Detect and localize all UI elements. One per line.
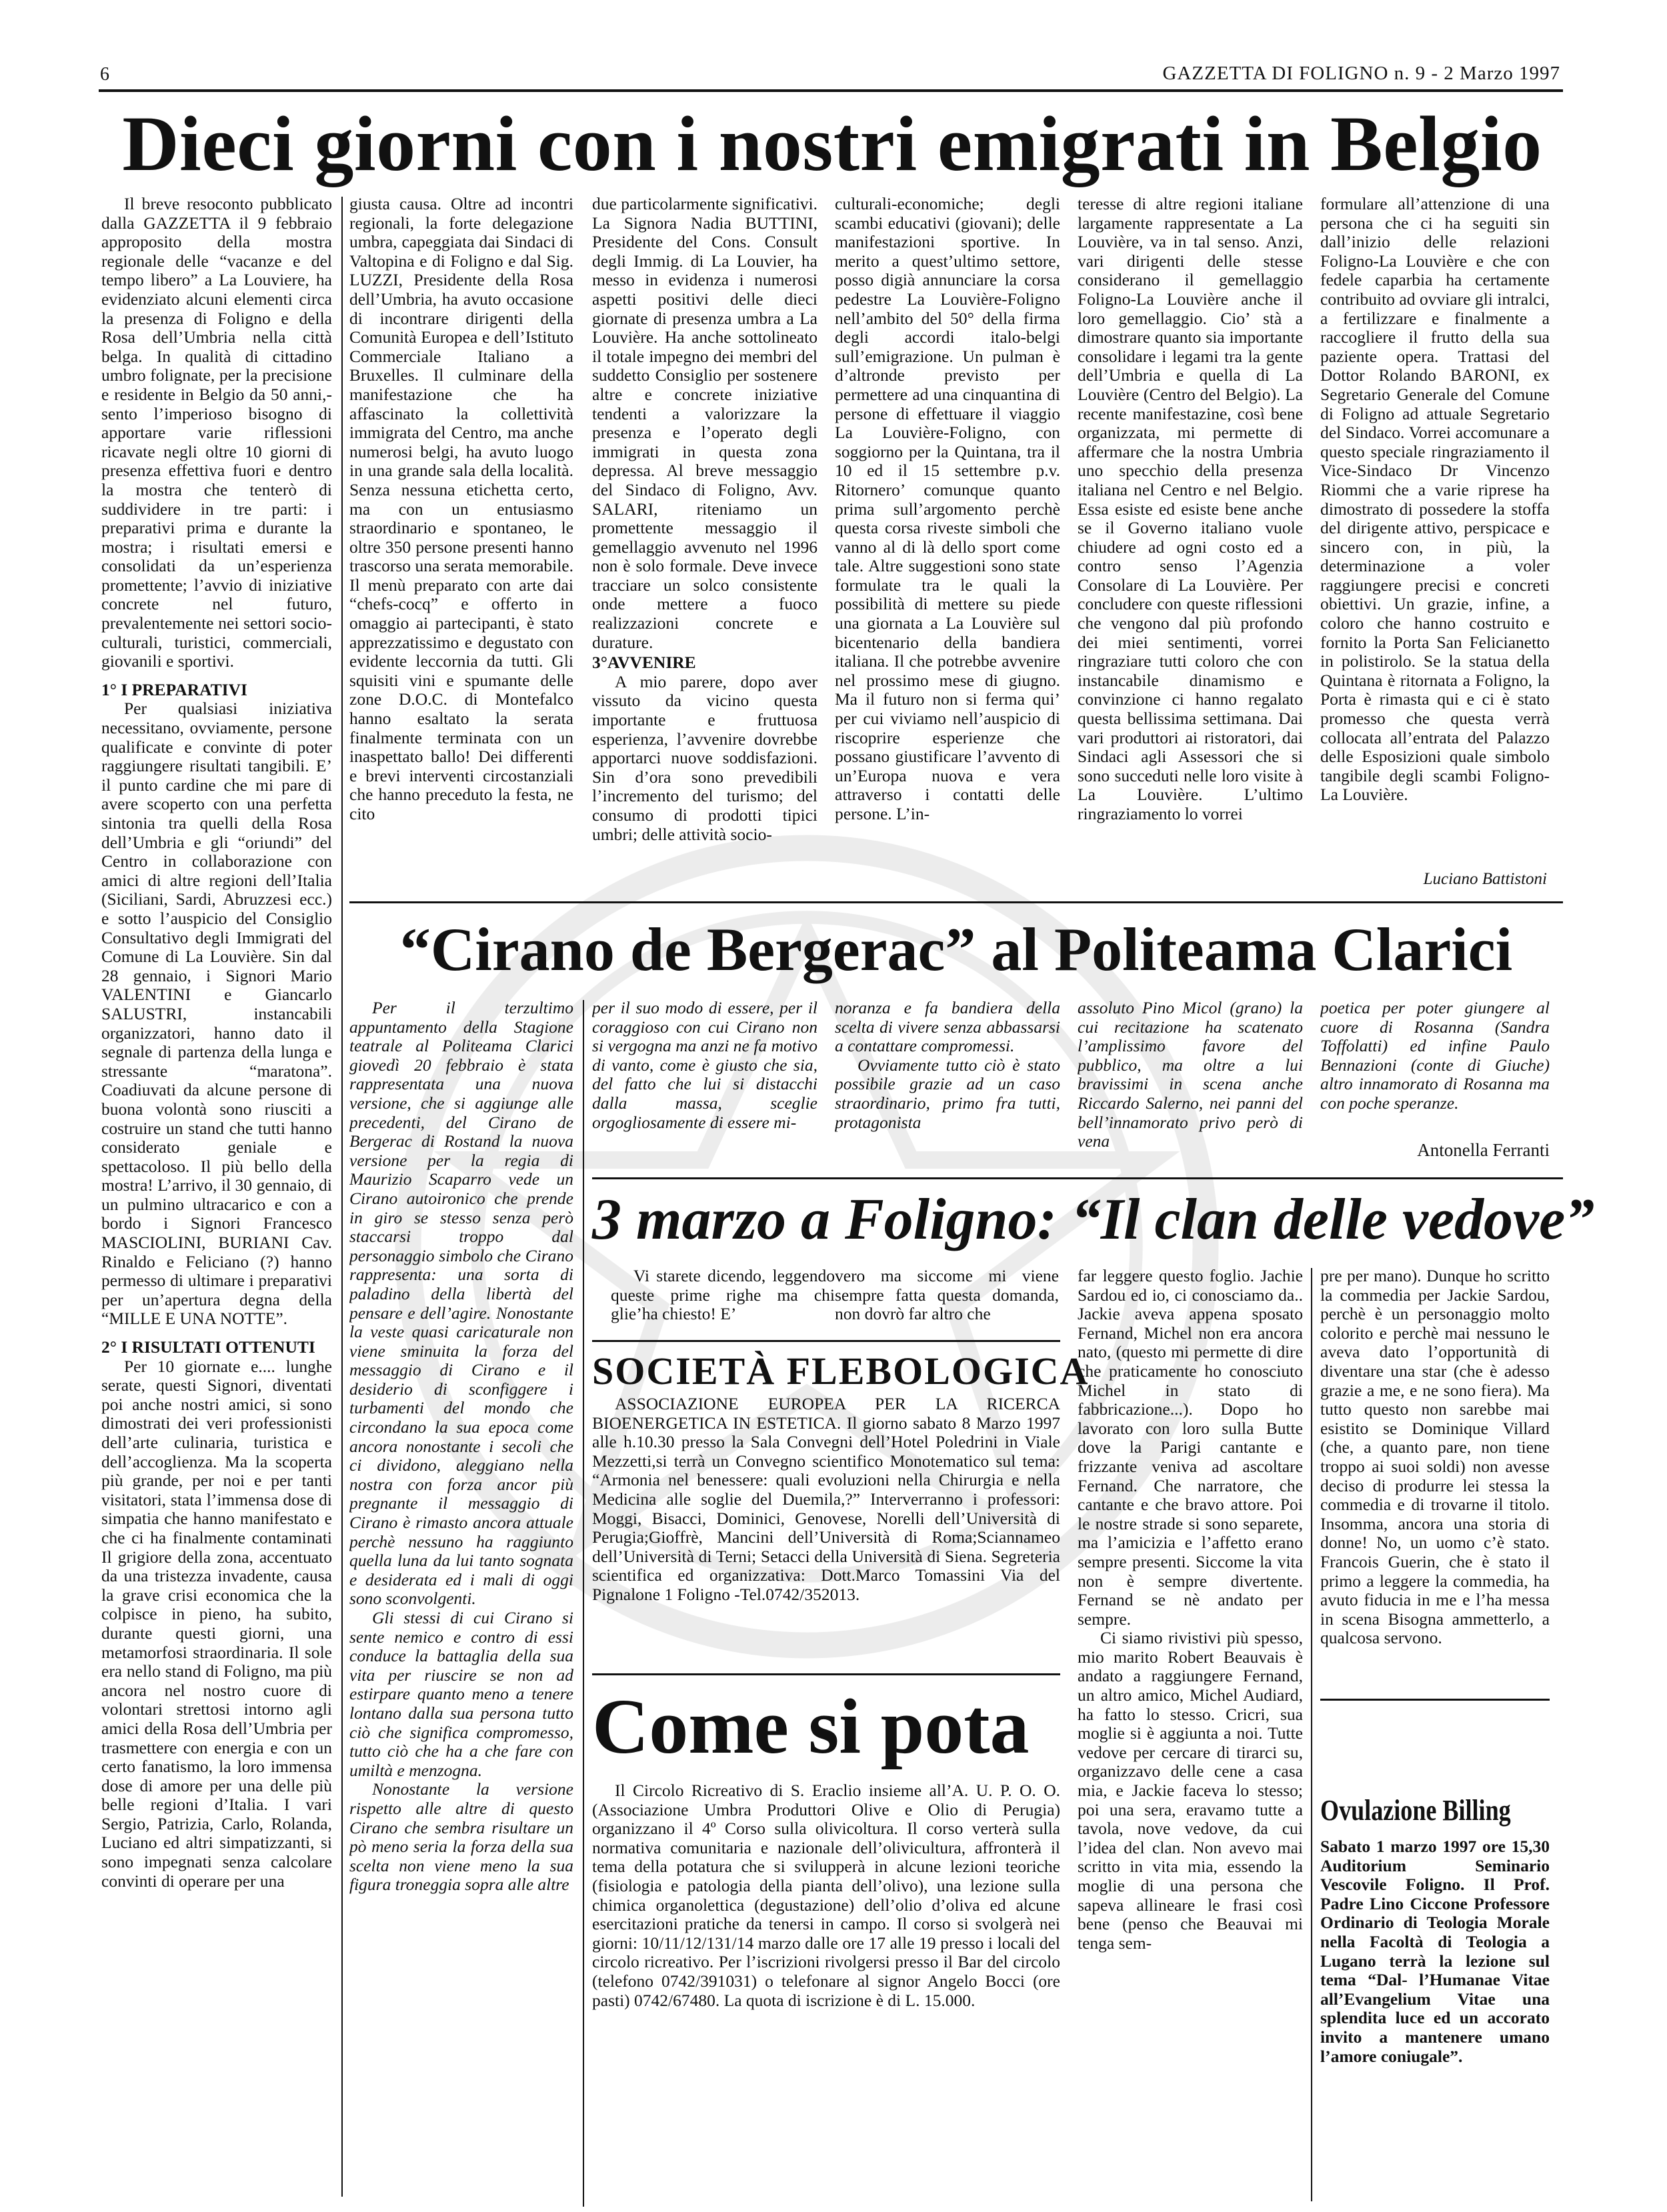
article2-col2-text: per il suo modo di essere, per il coraggioso con cui Cirano non si vergogna ma anzi ne fa motivo di vanto, come è giusto che sia, del fatto che lui si distacchi dalla massa, sceglie orgogliosamente di essere mi- bbox=[592, 999, 817, 1132]
article2-col1-text: Per il terzultimo appuntamento della Stagione teatrale al Politeama Clarici giovedì 20 febbraio è stata rappresentata una nuova versione, che si aggiunge alle precedenti, del Cirano de Bergerac di Rostand la nuova versione per la regia di Maurizio Scaparro vede un Cirano autoironico che prende in giro se stesso senza però staccarsi troppo dal personaggio simbolo che Cirano rappresenta: una sorta di paladino della libertà del pensare e dell’agire. Nonostante la veste quasi caricaturale non viene sminuita la forza del messaggio di Cirano e il desiderio di sconfiggere i turbamenti del mondo che circondano la sua epoca come ancora nonostante i secoli che ci dividono, aleggiano nella nostra con forza ancor più pregnante il messaggio di Cirano è rimasto ancora attuale perchè nessuno ha raggiunto quella luna da lui tanto sognata e desiderata ed i mali di oggi sono sconvolgenti. bbox=[349, 999, 573, 1609]
section-heading: 3°AVVENIRE bbox=[592, 653, 696, 673]
column-rule bbox=[1311, 1268, 1312, 2201]
article3-intro2 bbox=[835, 1267, 1059, 1327]
article2-bottom-rule bbox=[592, 1177, 1563, 1179]
article2-col5 bbox=[1320, 999, 1550, 1125]
article2-col1c-text: Nonostante la versione rispetto alle altre di questo Cirano che sembra risultare un pò meno seria la forza della sua scelta non viene meno la sua figura troneggia sopra alle altre bbox=[349, 1779, 573, 1895]
article2-signature: Antonella Ferranti bbox=[1417, 1140, 1550, 1160]
article4-top-rule bbox=[592, 1340, 1060, 1342]
column-rule bbox=[341, 197, 343, 2197]
article3-col4-text: pre per mano). Dunque ho scritto la commedia per Jackie Sardou, perchè è un personaggio molto colorito e perchè mai nessuno le aveva dato l’opportunità di diventare una star (che è adesso grazie a me, e ne sono fiera). Ma tutto questo non sarebbe mai esistito se Dominique Villard (che, a quanto pare, non tiene troppo ai suoi soldi) non avesse deciso di produrre lei stessa la commedia e di trovarne il titolo. Insomma, ancora una storia di donne! No, un uomo c’è stato. Francois Guerin, che è stato il primo a leggere la commedia, ha avuto fiducia in me e l’ha messa in scena Bisogna ammetterlo, a qualcosa servono. bbox=[1320, 1267, 1550, 1648]
article2-col1b-text: Gli stessi di cui Cirano si sente nemico e contro di essi conduce la battaglia della sua vita per riuscire se non ad estirpare quanto meno a tenere lontano dalla sua persona tutto ciò che significa compromesso, tutto ciò che ha a che fare con umiltà e menzogna. bbox=[349, 1608, 573, 1780]
article2-title: “Cirano de Bergerac” al Politeama Clarici bbox=[399, 915, 1513, 983]
article1-sec1: Per qualsiasi iniziativa necessitano, ovviamente, persone qualificate e convinte di poter raggiungere risultati tangibili. E’ il punto cardine che mi pare di avere scoperto con una perfetta sintonia tra quelli della Rosa dell’Umbria e gli “oriundi” del Centro in collaborazione con amici di altre regioni dell’Italia (Siciliani, Sardi, Abruzzesi ecc.) e sotto l’auspicio del Consiglio Consultativo degli Immigrati del Comune di La Louvière. Sin dal 28 gennaio, i Signori Mario VALENTINI e Giancarlo SALUSTRI, instancabili organizzatori, hanno dato il segnale di partenza della lunga e stressante “maratona”. Coadiuvati da alcune persone di buona volontà sono riusciti a costruire un stand che tutti hanno considerato geniale e spettacoloso. Il più bello della mostra! L’arrivo, il 30 gennaio, di un pulmino ultracarico e con a bordo i Signori Francesco MASCIOLINI, BURIANI Cav. Rinaldo e Feliciano (?) hanno permesso di ultimare i preparativi per un’apertura degna della “MILLE E UNA NOTTE”. bbox=[101, 699, 332, 1329]
article4-body-text: ASSOCIAZIONE EUROPEA PER LA RICERCA BIOENERGETICA IN ESTETICA. Il giorno sabato 8 Marzo 1997 alle h.10.30 presso la Sala Convegni dell’Hotel Poledrini in Viale Mezzetti,si terrà un Convegno scientifico Monotematico sul tema: “Armonia nel benessere: quali evoluzioni nella Chirurgia e nella Medicina alle soglie del Duemila,?” Interverranno i professori: Moggi, Bisacci, Dominici, Genovese, Norelli dell’Università di Perugia;Gioffrè, Mancini dell’Università di Roma;Sciannameo dell’Università di Terni; Setacci della Università di Siena. Segreteria scientifica ed organizzativa: Dott.Marco Tomassini Via del Pignalone 1 Foligno -Tel.0742/352013. bbox=[592, 1395, 1060, 1604]
article4-body bbox=[592, 1395, 1060, 1728]
article3-intro1-text: Vi starete dicendo, leggendo queste prime righe ma chi glie’ha chiesto! E’ bbox=[611, 1267, 835, 1324]
article1-intro: Il breve resoconto pubblicato dalla GAZZETTA il 9 febbraio approposito della mostra regionale delle “vacanze e del tempo libero” a La Louviere, ha evidenziato alcuni elementi circa la presenza di Foligno e della Rosa dell’Umbria nella città belga. In qualità di cittadino umbro folignate, per la precisione e residente in Belgio da 50 anni,- sento l’imperioso bisogno di apportare varie riflessioni ricavate negli oltre 10 giorni di presenza effettiva fuori e dentro la mostra che tenterò di suddividere in tre parti: i preparativi prima e durante la mostra; i risultati emersi e consolidati da un’esperienza promettente; l’avvio di iniziative concrete nel futuro, prevalentemente nei settori socio-culturali, turistici, commerciali, giovanili e sportivi. bbox=[101, 195, 332, 671]
article1-col3-text: due particolarmente significativi. La Signora Nadia BUTTINI, Presidente del Cons. Consult degli Immig. di La Louvier, ha messo in evidenza i numerosi aspetti positivi delle dieci giornate di presenza umbra a La Louvière. Ha anche sottolineato il totale impegno dei membri del suddetto Consiglio per sostenere altre e concrete iniziative tendenti a valorizzare la presenza e l’operato degli immigrati in questa zona depressa. Al breve messaggio del Sindaco di Foligno, Avv. SALARI, riteniamo un promettente messaggio il gemellaggio avvenuto nel 1996 non è solo formale. Deve invece tracciare un solco consistente onde mettere a fuoco realizzazioni concrete e durature. bbox=[592, 195, 817, 652]
article5-body bbox=[592, 1781, 1060, 2155]
article6-body bbox=[1320, 1837, 1550, 2184]
article1-title: Dieci giorni con i nostri emigrati in Belgio bbox=[122, 100, 1542, 187]
article3-title: 3 marzo a Foligno: “Il clan delle vedove” bbox=[592, 1187, 1595, 1252]
section-heading: 2° I RISULTATI OTTENUTI bbox=[101, 1337, 315, 1357]
article6-title: Ovulazione Billing bbox=[1320, 1794, 1511, 1827]
article2-col3 bbox=[835, 999, 1060, 1172]
article1-col4 bbox=[835, 195, 1060, 891]
article1-col3 bbox=[592, 195, 817, 891]
header-rule bbox=[99, 89, 1563, 92]
article1-col2-text: giusta causa. Oltre ad incontri regionali, la forte delegazione umbra, capeggiata dai Sindaci di Valtopina e di Foligno e dal Sig. LUZZI, Presidente della Rosa dell’Umbria, ha avuto occasione di incontrare dirigenti della Comunità Europea e dell’Istituto Commerciale Italiano a Bruxelles. Il culminare della manifestazione che ha affascinato la collettività immigrata del Centro, ma anche numerosi belgi, ha avuto luogo in una grande sala della località. Senza nessuna etichetta certo, ma con un entusiasmo straordinario e spontaneo, le oltre 350 persone presenti hanno trascorso una serata memorabile. Il menù preparato con arte dai “chefs-cocq” e offerto in omaggio ai partecipanti, è stato apprezzatissimo e degustato con evidente leccornia da tutti. Gli squisiti vini e spumante delle zone D.O.C. di Montefalco hanno esaltato la serata finalmente terminata con un inaspettato ballo! Dei differenti e brevi interventi circostanziali che hanno preceduto la festa, ne cito bbox=[349, 195, 573, 823]
article2-col4-text: assoluto Pino Micol (grano) la cui recitazione ha scatenato l’amplissimo favore del pubblico, ma oltre a lui bravissimi in scena anche Riccardo Salerno, nei panni del bell’innamorato privo però di vena bbox=[1078, 999, 1303, 1151]
article2-col4 bbox=[1078, 999, 1303, 1172]
section-heading: 1° I PREPARATIVI bbox=[101, 679, 247, 699]
article1-col6-text: formulare all’attenzione di una persona che ci ha seguiti sin dall’inizio delle relazioni Foligno-La Louvière e che con fedele caparbia ha certamente contribuito ad ovviare gli intralci, a fertilizzare e finalmente a raccogliere il frutto della sua paziente opera. Trattasi del Dottor Rolando BARONI, ex Segretario Generale del Comune di Foligno ad attuale Segretario del Sindaco. Vorrei accomunare a questo speciale ringraziamento il Vice-Sindaco Dr Vincenzo Riommi che a varie riprese ha dimostrato di possedere la stoffa del dirigente attivo, perspicace e sincero con, in più, la determinazione a voler raggiungere precisi e concreti obiettivi. Un grazie, infine, a coloro che hanno costruito e fornito la Porta San Felicianetto in polistirolo. Se la statua della Quintana è ritornata a Foligno, la Porta è rimasta qui e ci è stato promesso che questa verrà collocata all’entrata del Palazzo delle Esposizioni quale simbolo tangibile degli scambi Foligno-La Louvière. bbox=[1320, 195, 1550, 805]
article5-title: Come si pota bbox=[592, 1683, 1030, 1770]
article1-signature: Luciano Battistoni bbox=[1423, 870, 1547, 888]
article3-intro2-text: vero ma siccome mi viene sempre fatta questa domanda, non dovrò far altro che bbox=[835, 1267, 1059, 1324]
article5-body-text: Il Circolo Ricreativo di S. Eraclio insieme all’A. U. P. O. O. (Associazione Umbra Produttori Olive e Olio di Perugia) organizzano il 4º Corso sulla olivicoltura. Il corso verterà sulla normativa comunitaria e nazionale dell’olivicultura, affronterà il tema della potatura che si svilupperà in alcune lezioni teoriche (fisiologia e patologia della pianta dell’olivo), una lezione sulla chimica organolettica (degustazione) dell’olio d’oliva ed alcune esercitazioni pratiche da tenersi in campo. Il corso si svolgerà nei giorni: 10/11/12/131/14 marzo dalle ore 17 alle 19 presso i locali del circolo ricreativo. Per l’iscrizioni rivolgersi presso il Bar del circolo (telefono 0742/391031) o telefonare al signor Angelo Bocci (ore pasti) 0742/67480. La quota di iscrizione è di L. 15.000. bbox=[592, 1781, 1060, 2010]
article6-top-rule bbox=[1320, 1699, 1550, 1701]
article1-col4-text: culturali-economiche; degli scambi educativi (giovani); delle manifestazioni sportive. In merito a quest’ultimo settore, posso digià annunciare la corsa pedestre La Louvière-Foligno nell’ambito del 50° della firma degli accordi italo-belgi sull’emigrazione. Un pulman è d’altronde previsto per permettere ad una cinquantina di persone di effettuare il viaggio La Louvière-Foligno, con soggiorno per la Quintana, tra il 10 ed il 15 settembre p.v. Ritornero’ comunque quanto prima sull’argomento perchè questa corsa riveste simboli che vanno al di là dello sport come tale. Altre suggestioni sono state formulate tra le quali la possibilità di mettere su piede una giornata a La Louvière sul bicentenario della bandiera italiana. Il che potrebbe avvenire nel prossimo mese di giugno. Ma il futuro non si ferma qui’ per cui viviamo nell’auspicio di riscoprire esperienze che possano giustificare l’avvento di un’Europa nuova e vera attraverso i contatti delle persone. L’in- bbox=[835, 195, 1060, 823]
article5-top-rule bbox=[592, 1673, 1060, 1675]
article1-col5 bbox=[1078, 195, 1303, 891]
article3-intro1 bbox=[611, 1267, 835, 1327]
article2-col2 bbox=[592, 999, 817, 1172]
column-rule bbox=[583, 1000, 584, 2207]
article1-bottom-rule bbox=[349, 901, 1563, 903]
article1-sec3: A mio parere, dopo aver vissuto da vicino questa importante e fruttuosa esperienza, l’avvenire dovrebbe apportarci nuove soddisfazioni. Sin d’ora sono prevedibili l’incremento del turismo; del consumo di prodotti tipici umbri; delle attività socio- bbox=[592, 671, 817, 844]
masthead: GAZZETTA DI FOLIGNO n. 9 - 2 Marzo 1997 bbox=[1162, 63, 1560, 84]
article2-col3b-text: Ovviamente tutto ciò è stato possibile grazie ad un caso straordinario, primo fra tutti, protagonista bbox=[835, 1055, 1060, 1132]
article1-sec2: Per 10 giornate e.... lunghe serate, questi Signori, diventati poi anche nostri amici, si sono dimostrati dei veri professionisti dell’arte culinaria, turistica e dell’accoglienza. Ma la scoperta più grande, per noi e per tanti visitatori, stata l’immensa dose di simpatia che hanno manifestato e che ci ha finalmente contaminati Il grigiore della zona, accentuato da una tristezza invadente, causa la grave crisi economica che la colpisce in pieno, ha subito, durante questi giorni, una metamorfosi straordinaria. Il sole era nello stand di Foligno, ma più ancora nel nostro cuore di volontari strettosi intorno agli amici della Rosa dell’Umbria per trasmettere con energia e con un certo fanatismo, la loro immensa dose di amore per una delle più belle regioni d’Italia. I vari Sergio, Patrizia, Carlo, Rolanda, Luciano ed altri simpatizzanti, si sono impegnati senza calcolare convinti di operare per una bbox=[101, 1356, 332, 1891]
article2-col3a-text: noranza e fa bandiera della scelta di vivere senza abbassarsi a contattare compromessi. bbox=[835, 999, 1060, 1056]
article4-title: SOCIETÀ FLEBOLOGICA bbox=[592, 1349, 1090, 1393]
article3-col3 bbox=[1078, 1267, 1303, 2180]
article6-body-text: Sabato 1 marzo 1997 ore 15,30 Auditorium Seminario Vescovile Foligno. Il Prof. Padre Lino Ciccone Professore Ordinario di Teologia Morale nella Facoltà di Teologia a Lugano terrà la lezione sul tema “Dal- l’Humanae Vitae all’Evangelium Vitae una splendita luce ed un accorato invito a mantenere umano l’amore coniugale”. bbox=[1320, 1837, 1550, 2066]
article1-col2 bbox=[349, 195, 573, 891]
article3-col3b-text: Ci siamo rivistivi più spesso, mio marito Robert Beauvais è andato a raggiungere Fernand, un altro amico, Michel Audiard, ha fatto lo stesso. Cricri, sua moglie si è aggiunta a noi. Tutte vedove per cercare di tirarci su, organizzavo delle cene a casa mia, e Jackie faceva lo stesso; poi una sera, eravamo tutte a tavola, nove vedove, da cui l’idea del clan. Non avevo mai scritto in vita mia, essendo la moglie di una persona che sapeva allineare le frasi così bene (penso che Beauvai mi tenga sem- bbox=[1078, 1628, 1303, 1953]
article1-col6 bbox=[1320, 195, 1550, 871]
page-number: 6 bbox=[100, 64, 109, 85]
article1-col1 bbox=[101, 195, 332, 2195]
article2-col5-text: poetica per poter giungere al cuore di Rosanna (Sandra Toffolatti) ed infine Paulo Bennazioni (conte di Giuche) altro innamorato di Rosanna ma con poche speranze. bbox=[1320, 999, 1550, 1113]
article2-col1 bbox=[349, 999, 573, 2212]
article1-col5-text: teresse di altre regioni italiane largamente rappresentate a La Louvière, va in tal senso. Anzi, vari dirigenti delle stesse considerano il gemellaggio Foligno-La Louvière anche il loro gemellaggio. Cio’ stà a dimostrare quanto sia importante consolidare i legami tra la gente dell’Umbria e quella di La Louvière (Centro del Belgio). La recente manifestazine, così bene organizzata, mi permette di affermare che la nostra Umbria uno specchio della presenza italiana nel Centro e nel Belgio. Essa esiste ed esiste bene anche se il Governo italiano vuole chiudere ad ogni costo ed a contro senso l’Agenzia Consolare di La Louvière. Per concludere con queste riflessioni che vengono dal più profondo dei miei sentimenti, vorrei ringraziare tutti coloro che con instancabile dinamismo e convinzione ci hanno regalato questa bellissima settimana. Dai vari produttori ai ristoratori, dai Sindaci agli Assessori che si sono succeduti nelle loro visite à La Louvière. L’ultimo ringraziamento lo vorrei bbox=[1078, 195, 1303, 823]
article3-col3-text: far leggere questo foglio. Jachie Sardou ed io, ci conosciamo da.. Jackie aveva appena sposato Fernand, Michel non era ancora nato, (questo mi permette di dire che praticamente ho conosciuto Michel in stato di fabbricazione...). Dopo ho lavorato con loro sulla Butte dove la Parigi cantante e frizzante veniva ad ascoltare Fernand. Che narratore, che cantante e che bravo attore. Poi le nostre strade si sono separete, ma l’amicizia e l’affetto erano sempre presenti. Siccome la vita non è sempre divertente. Fernand se nè andato per sempre. bbox=[1078, 1267, 1303, 1629]
article3-col4 bbox=[1320, 1267, 1550, 1693]
